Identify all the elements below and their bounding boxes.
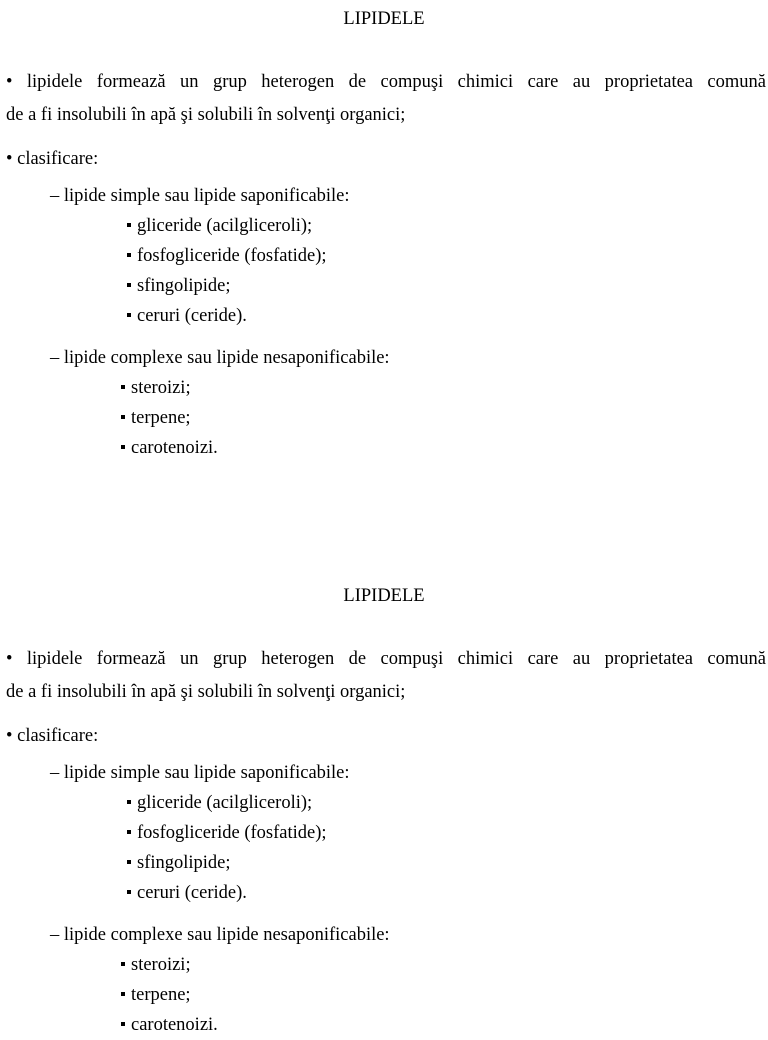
list-item-label: steroizi; — [131, 955, 191, 975]
list-item — [127, 878, 327, 908]
list-item — [127, 818, 327, 848]
list-item-label: sfingolipide; — [137, 276, 231, 296]
list-item-label: carotenoizi. — [131, 1015, 218, 1035]
list-item — [121, 980, 218, 1010]
section-title: LIPIDELE — [343, 9, 425, 29]
square-bullet-icon — [127, 890, 131, 894]
list-item-label: ceruri (ceride). — [137, 883, 247, 903]
list-item — [127, 211, 327, 241]
list-item — [121, 373, 218, 403]
intro-line-2: de a fi insolubili în apă şi solubili în solvenţi organici; — [6, 682, 406, 702]
list-item — [127, 241, 327, 271]
square-bullet-icon — [127, 860, 131, 864]
complex-lipids-list — [121, 950, 218, 1040]
intro-paragraph — [6, 66, 766, 132]
square-bullet-icon — [121, 992, 125, 996]
list-item-label: gliceride (acilgliceroli); — [137, 216, 313, 236]
intro-line-1: • lipidele formează un grup heterogen de compuşi chimici care au proprietatea comună — [6, 649, 766, 669]
square-bullet-icon — [121, 445, 125, 449]
intro-line-1: • lipidele formează un grup heterogen de compuşi chimici care au proprietatea comună — [6, 72, 766, 92]
square-bullet-icon — [121, 415, 125, 419]
simple-lipids-heading: – lipide simple sau lipide saponificabile: — [50, 763, 350, 783]
square-bullet-icon — [121, 385, 125, 389]
list-item-label: carotenoizi. — [131, 438, 218, 458]
intro-paragraph — [6, 643, 766, 709]
list-item-label: gliceride (acilgliceroli); — [137, 793, 313, 813]
intro-line-2: de a fi insolubili în apă şi solubili în solvenţi organici; — [6, 105, 406, 125]
square-bullet-icon — [127, 253, 131, 257]
list-item-label: terpene; — [131, 408, 191, 428]
simple-lipids-heading: – lipide simple sau lipide saponificabile: — [50, 186, 350, 206]
simple-lipids-list — [127, 211, 327, 331]
complex-lipids-heading: – lipide complexe sau lipide nesaponificabile: — [50, 925, 390, 945]
list-item — [127, 271, 327, 301]
complex-lipids-heading: – lipide complexe sau lipide nesaponificabile: — [50, 348, 390, 368]
list-item — [127, 788, 327, 818]
list-item — [121, 1010, 218, 1040]
list-item — [121, 403, 218, 433]
list-item-label: sfingolipide; — [137, 853, 231, 873]
square-bullet-icon — [127, 830, 131, 834]
square-bullet-icon — [127, 223, 131, 227]
list-item-label: fosfogliceride (fosfatide); — [137, 823, 327, 843]
square-bullet-icon — [121, 1022, 125, 1026]
classification-label: • clasificare: — [6, 726, 99, 746]
list-item-label: terpene; — [131, 985, 191, 1005]
classification-label: • clasificare: — [6, 149, 99, 169]
list-item-label: steroizi; — [131, 378, 191, 398]
square-bullet-icon — [127, 283, 131, 287]
list-item — [127, 301, 327, 331]
list-item — [121, 950, 218, 980]
complex-lipids-list — [121, 373, 218, 463]
list-item — [127, 848, 327, 878]
list-item-label: ceruri (ceride). — [137, 306, 247, 326]
square-bullet-icon — [127, 800, 131, 804]
simple-lipids-list — [127, 788, 327, 908]
square-bullet-icon — [121, 962, 125, 966]
list-item-label: fosfogliceride (fosfatide); — [137, 246, 327, 266]
section-title: LIPIDELE — [343, 586, 425, 606]
list-item — [121, 433, 218, 463]
square-bullet-icon — [127, 313, 131, 317]
